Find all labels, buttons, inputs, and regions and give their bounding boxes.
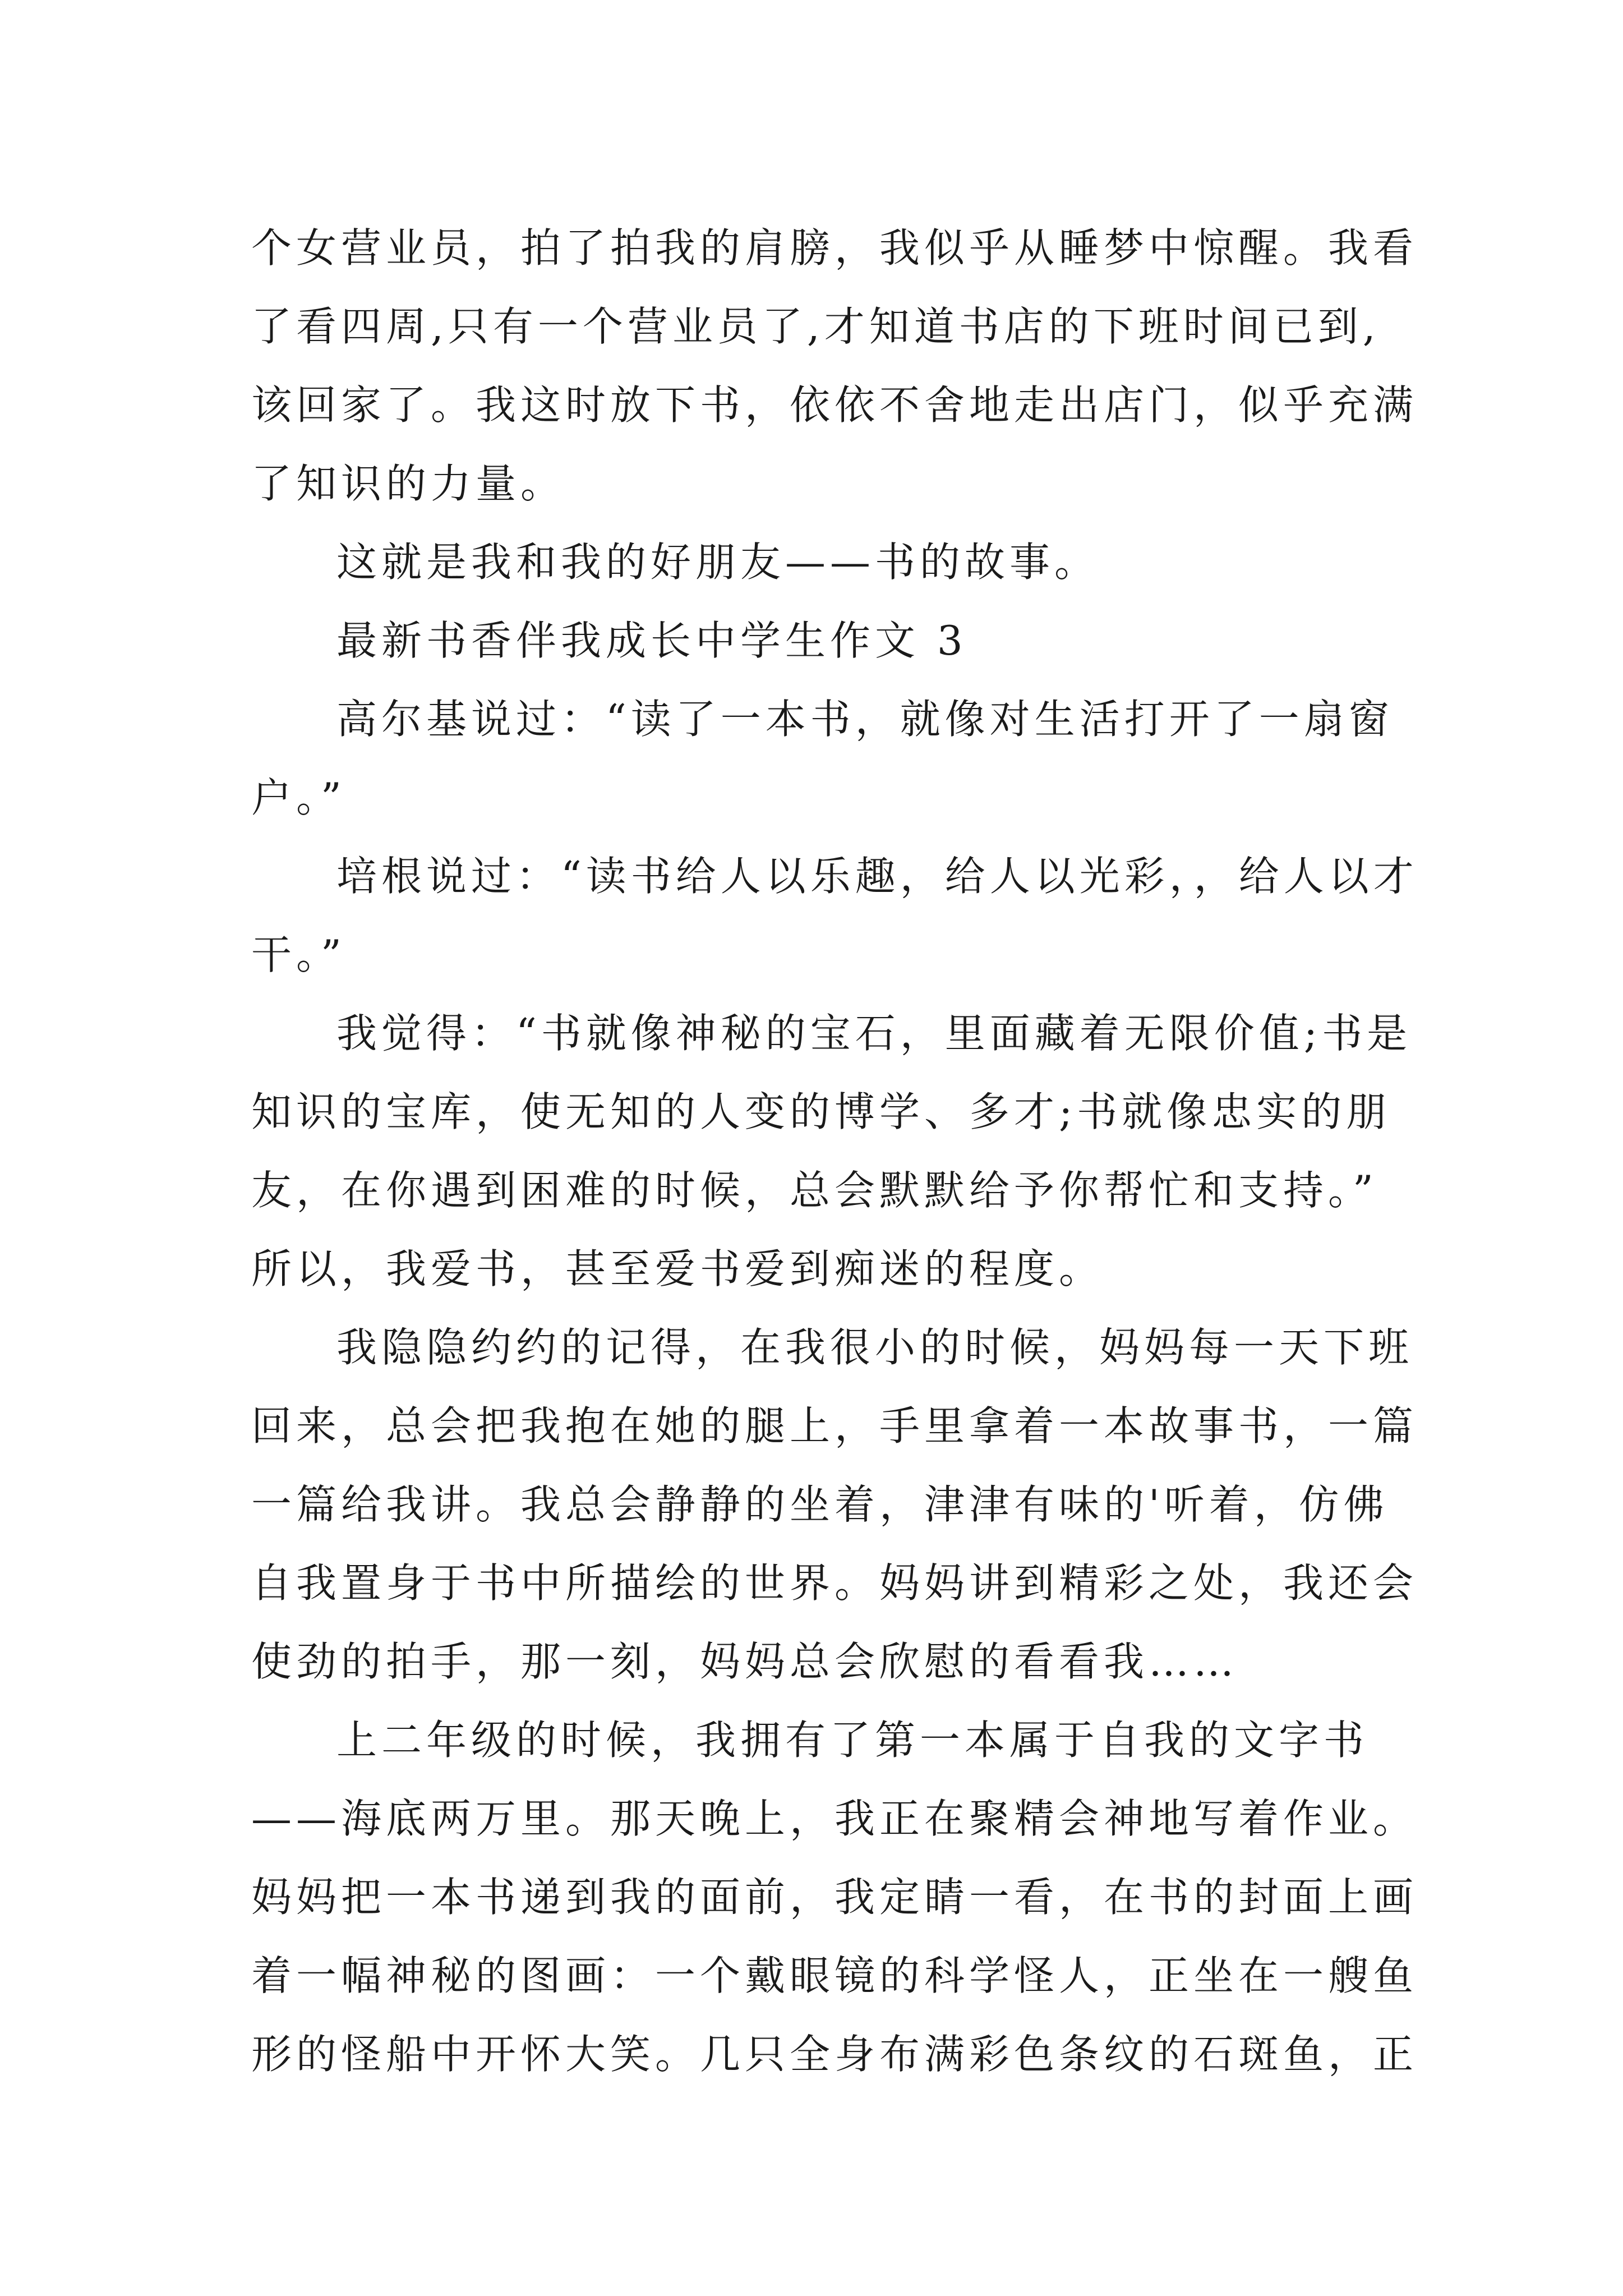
text-line: ——海底两万里。那天晚上，我正在聚精会神地写着作业。 (251, 1795, 1418, 1842)
section-title: 最新书香伴我成长中学生作文 3 (336, 617, 967, 664)
text-line: 知识的宝库，使无知的人变的博学、多才;书就像忠实的朋 (251, 1088, 1391, 1135)
text-line: 了看四周,只有一个营业员了,才知道书店的下班时间已到, (251, 303, 1380, 350)
text-line: 高尔基说过：“读了一本书，就像对生活打开了一扇窗 (336, 696, 1394, 743)
text-line: 形的怪船中开怀大笑。几只全身布满彩色条纹的石斑鱼，正 (251, 2031, 1418, 2078)
text-line: 自我置身于书中所描绘的世界。妈妈讲到精彩之处，我还会 (251, 1559, 1418, 1607)
text-line: 使劲的拍手，那一刻，妈妈总会欣慰的看看我…… (251, 1638, 1239, 1685)
text-line: 一篇给我讲。我总会静静的坐着，津津有味的'听着，仿佛 (251, 1481, 1389, 1528)
text-line: 这就是我和我的好朋友——书的故事。 (336, 539, 1100, 586)
text-line: 我觉得：“书就像神秘的宝石，里面藏着无限价值;书是 (336, 1010, 1412, 1057)
text-line: 培根说过：“读书给人以乐趣，给人以光彩，，给人以才 (336, 853, 1418, 900)
text-line: 户。” (251, 774, 346, 821)
text-line: 该回家了。我这时放下书，依依不舍地走出店门，似乎充满 (251, 381, 1418, 429)
text-line: 干。” (251, 931, 346, 978)
body-text (251, 209, 1418, 2093)
text-line: 友，在你遇到困难的时候，总会默默给予你帮忙和支持。” (251, 1167, 1378, 1214)
text-line: 所以，我爱书，甚至爱书爱到痴迷的程度。 (251, 1245, 1104, 1292)
text-line: 了知识的力量。 (251, 460, 566, 507)
text-line: 着一幅神秘的图画：一个戴眼镜的科学怪人，正坐在一艘鱼 (251, 1952, 1418, 1999)
text-line: 上二年级的时候，我拥有了第一本属于自我的文字书 (336, 1717, 1369, 1764)
text-line: 回来，总会把我抱在她的腿上，手里拿着一本故事书，一篇 (251, 1402, 1418, 1450)
text-line: 妈妈把一本书递到我的面前，我定睛一看，在书的封面上画 (251, 1874, 1418, 1921)
text-line: 个女营业员，拍了拍我的肩膀，我似乎从睡梦中惊醒。我看 (251, 224, 1418, 272)
text-line: 我隐隐约约的记得，在我很小的时候，妈妈每一天下班 (336, 1324, 1414, 1371)
